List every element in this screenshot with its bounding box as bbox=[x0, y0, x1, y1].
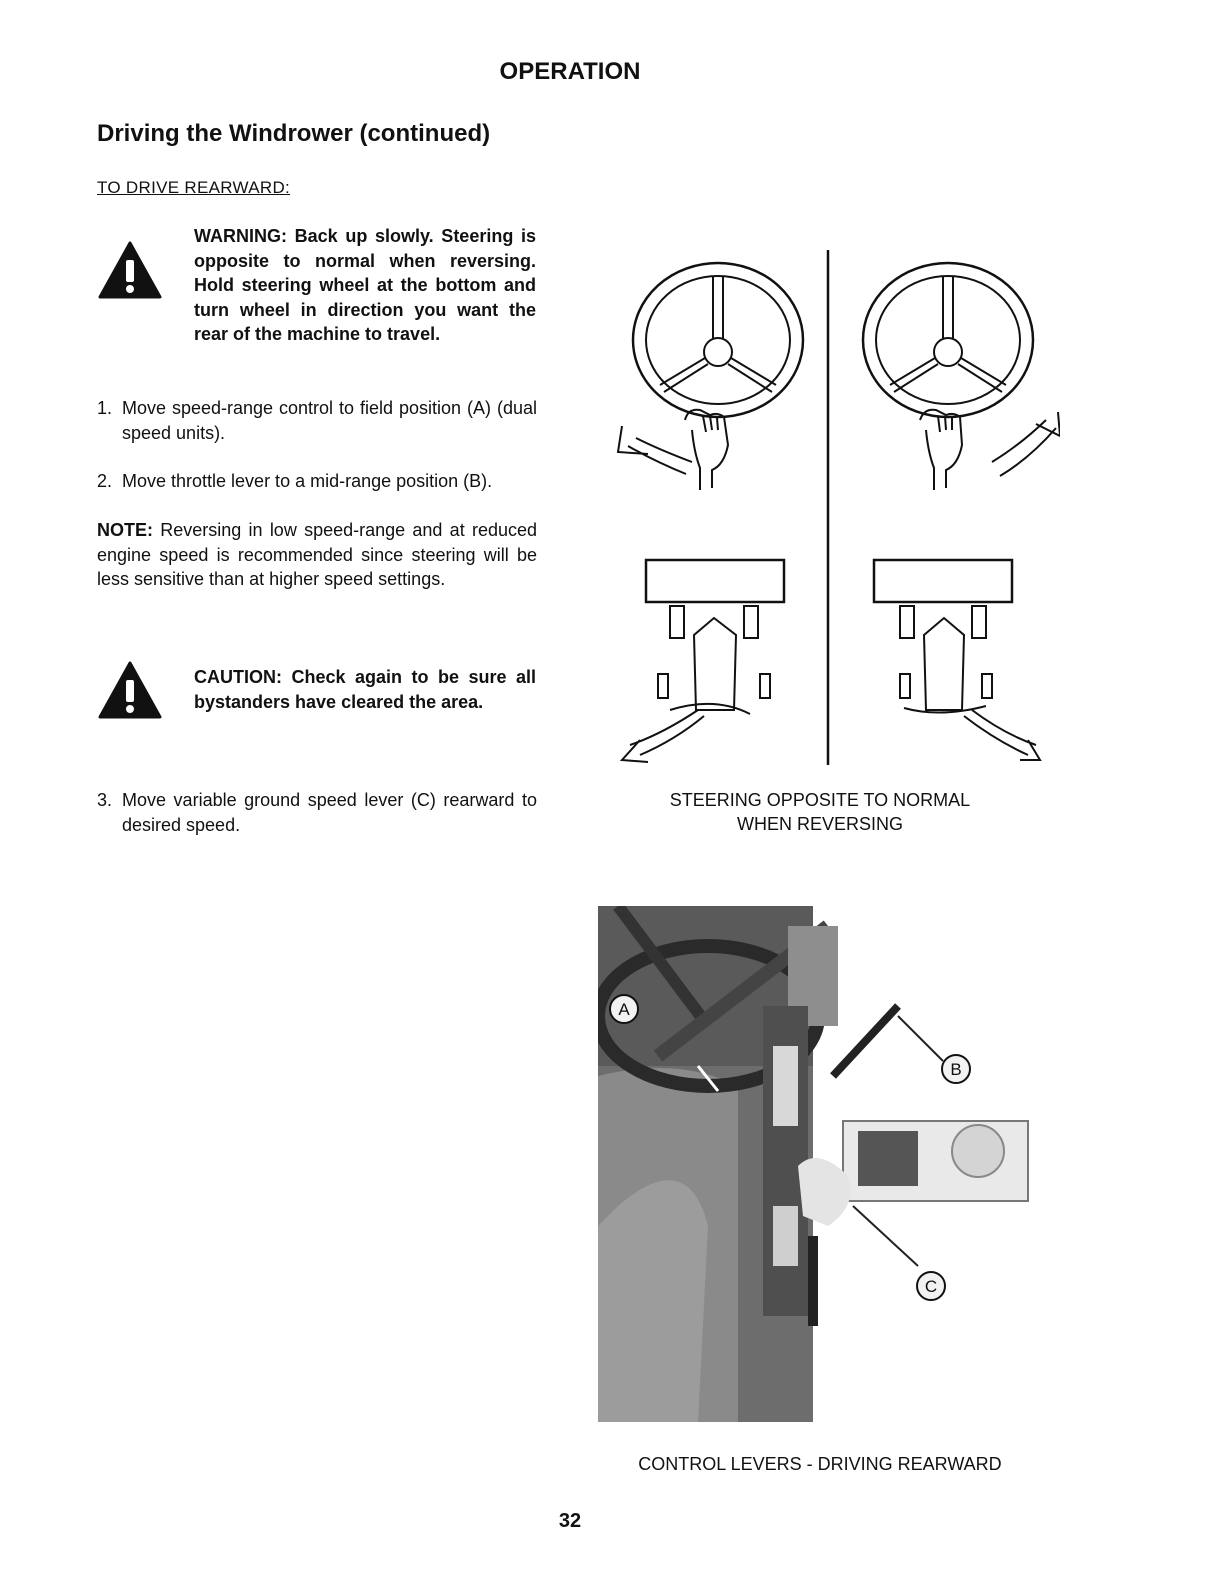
steering-wheel-icon bbox=[863, 263, 1033, 417]
steering-wheel-icon bbox=[633, 263, 803, 417]
callout-b: B bbox=[950, 1060, 962, 1079]
step-text: Move throttle lever to a mid-range position (B). bbox=[122, 471, 493, 491]
step-number: 1. bbox=[97, 398, 113, 418]
note-label: NOTE: bbox=[97, 520, 153, 540]
page-number: 32 bbox=[558, 1510, 582, 1532]
arrow-icon bbox=[618, 426, 692, 474]
figure-caption-levers: CONTROL LEVERS - DRIVING REARWARD bbox=[638, 1454, 1002, 1474]
subheading: TO DRIVE REARWARD: bbox=[97, 178, 291, 197]
step-number: 3. bbox=[97, 790, 113, 810]
step-3 bbox=[97, 788, 537, 837]
machine-icon bbox=[622, 560, 784, 762]
step-text: Move variable ground speed lever (C) rearward to desired speed. bbox=[122, 790, 537, 835]
warning-text: WARNING: Back up slowly. Steering is opposite to normal when reversing. Hold steering wheel at the bottom and turn wheel in direction you want the rear of the machine to travel. bbox=[194, 226, 536, 344]
page-title: Driving the Windrower (continued) bbox=[97, 120, 491, 147]
step-text: Move speed-range control to field position (A) (dual speed units). bbox=[122, 398, 537, 443]
caution-triangle-icon bbox=[97, 660, 163, 720]
step-1 bbox=[97, 396, 537, 445]
caption-line: STEERING OPPOSITE TO NORMAL bbox=[669, 790, 971, 810]
callout-a: A bbox=[618, 1000, 630, 1019]
step-number: 2. bbox=[97, 471, 113, 491]
figure-caption-steering bbox=[600, 788, 1040, 836]
control-levers-photo bbox=[598, 906, 1034, 1426]
machine-icon bbox=[874, 560, 1040, 760]
caution-text: CAUTION: Check again to be sure all bystanders have cleared the area. bbox=[194, 667, 536, 712]
step-2 bbox=[97, 469, 537, 494]
warning-triangle-icon bbox=[97, 240, 163, 300]
section-title: OPERATION bbox=[499, 58, 641, 85]
hand-icon bbox=[920, 410, 962, 490]
note bbox=[97, 518, 537, 592]
steering-diagram bbox=[600, 240, 1060, 780]
note-text: Reversing in low speed-range and at reduced engine speed is recommended since steering will be less sensitive than at higher speed settings. bbox=[97, 520, 537, 589]
arrow-icon bbox=[992, 412, 1060, 476]
callout-c: C bbox=[924, 1277, 938, 1296]
caption-line: WHEN REVERSING bbox=[736, 814, 904, 834]
hand-icon bbox=[685, 410, 728, 490]
